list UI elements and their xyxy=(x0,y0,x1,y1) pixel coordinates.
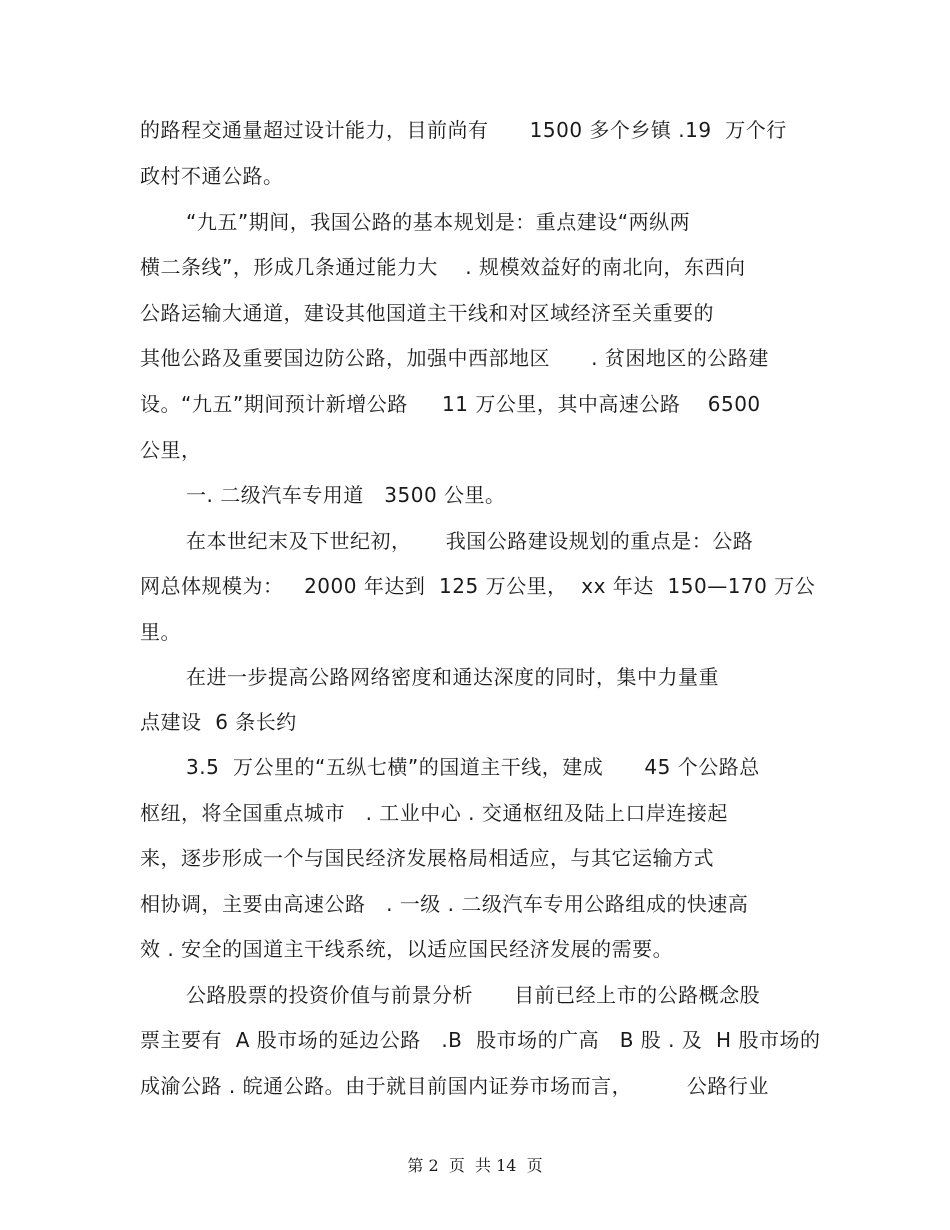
text-line: 效 . 安全的国道主干线系统，以适应国民经济发展的需要。 xyxy=(140,937,674,961)
text-line: 公里， xyxy=(140,438,202,462)
page-number-footer: 第 2 页 共 14 页 xyxy=(407,1156,543,1175)
text-line: 枢纽，将全国重点城市 . 工业中心 . 交通枢纽及陆上口岸连接起 xyxy=(140,801,728,825)
text-line: 在本世纪末及下世纪初， 我国公路建设规划的重点是：公路 xyxy=(186,529,754,553)
text-line: 的路程交通量超过设计能力，目前尚有 1500 多个乡镇 .19 万个行 xyxy=(140,118,787,142)
text-line: 来，逐步形成一个与国民经济发展格局相适应，与其它运输方式 xyxy=(140,846,714,870)
text-line: 成渝公路 . 皖通公路。由于就目前国内证券市场而言， 公路行业 xyxy=(140,1074,769,1098)
text-line: 相协调，主要由高速公路 . 一级 . 二级汽车专用公路组成的快速高 xyxy=(140,892,749,916)
text-line: 一. 二级汽车专用道 3500 公里。 xyxy=(186,483,506,507)
text-line: 设。“九五”期间预计新增公路 11 万公里，其中高速公路 6500 xyxy=(140,392,761,416)
text-line: 票主要有 A 股市场的延边公路 .B 股市场的广高 B 股 . 及 H 股市场的 xyxy=(140,1028,821,1052)
text-line: 3.5 万公里的“五纵七横”的国道主干线，建成 45 个公路总 xyxy=(186,755,760,779)
text-line: 政村不通公路。 xyxy=(140,164,284,188)
text-line: 网总体规模为： 2000 年达到 125 万公里， xx 年达 150—170 万公 xyxy=(140,574,816,598)
text-line: 公路股票的投资价值与前景分析 目前已经上市的公路概念股 xyxy=(186,983,761,1007)
text-line: 里。 xyxy=(140,620,181,644)
text-line: 点建设 6 条长约 xyxy=(140,710,297,734)
text-line: 公路运输大通道，建设其他国道主干线和对区域经济至关重要的 xyxy=(140,301,714,325)
text-line: 其他公路及重要国边防公路，加强中西部地区 . 贫困地区的公路建 xyxy=(140,346,769,370)
text-line: 横二条线”，形成几条通过能力大 . 规模效益好的南北向，东西向 xyxy=(140,255,746,279)
text-line: “九五”期间，我国公路的基本规划是：重点建设“两纵两 xyxy=(186,210,691,234)
text-line: 在进一步提高公路网络密度和通达深度的同时，集中力量重 xyxy=(186,665,719,689)
